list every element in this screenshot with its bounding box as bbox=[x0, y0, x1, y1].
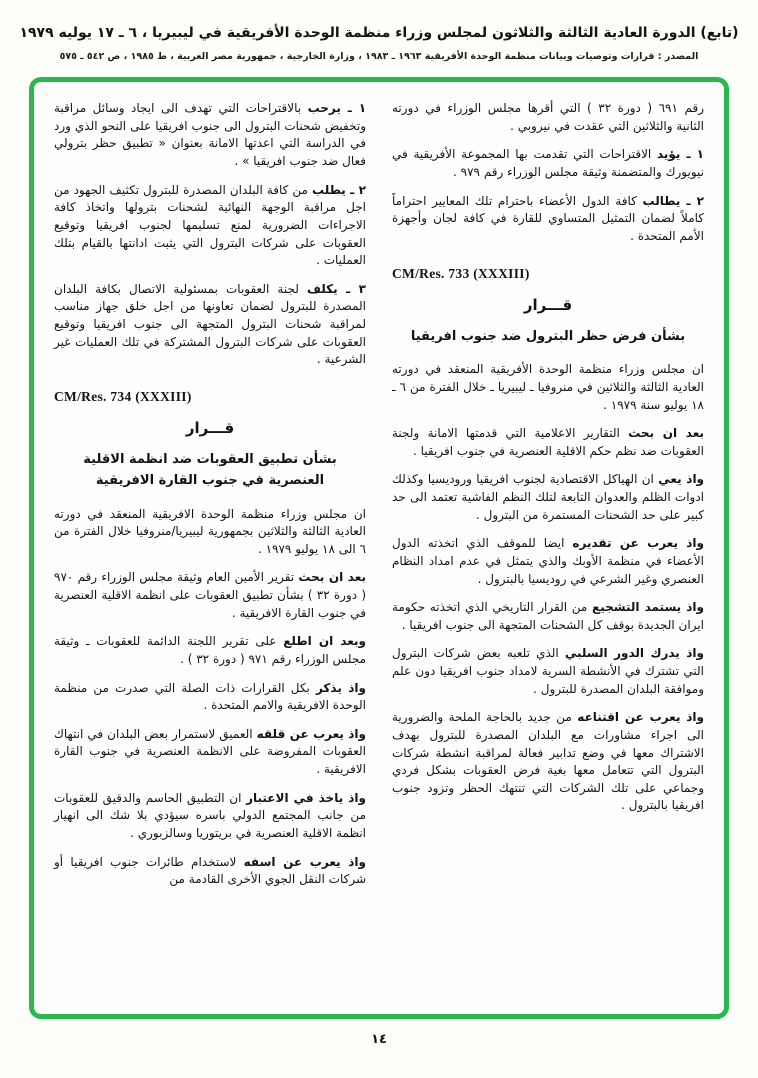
column-left bbox=[54, 100, 366, 996]
green-border-frame bbox=[29, 77, 729, 1019]
page-number: ١٤ bbox=[371, 1032, 387, 1048]
paragraph-lead: بعد ان بحث bbox=[628, 426, 705, 441]
page-footer bbox=[0, 1032, 758, 1047]
paragraph-text: رقم ٦٩١ ( دورة ٣٢ ) التي أقرها مجلس الوزراء في دورته الثانية والثلاثين التي عقدت في نيروبي . bbox=[392, 101, 704, 133]
paragraph bbox=[54, 726, 366, 779]
paragraph bbox=[54, 854, 366, 889]
paragraph-lead: واذ ياخذ في الاعتبار bbox=[246, 790, 366, 805]
paragraph-lead: واذ يستمد التشجيع bbox=[592, 600, 704, 615]
paragraph bbox=[392, 599, 704, 634]
paragraph-text: ان مجلس وزراء منظمة الوحدة الافريقية المنعقد في دورته العادية الثالثة والثلاثين بجمهورية ليبيريا/منروفيا خلال الفترة من ٦ الى ١٨ يوليو ١٩٧٩ . bbox=[54, 506, 366, 556]
paragraph-text: ان الهياكل الاقتصادية لجنوب افريقيا وروديسيا وكذلك ادوات الظلم والعدوان التابعة لتلك النظم الفاشية تعتمد الى حد كبير على حد الشحنات المستمرة من البترول . bbox=[392, 472, 704, 522]
resolution-733-subject: بشأن فرض حظر البترول ضد جنوب افريقيا bbox=[410, 328, 686, 344]
paragraph-lead: بعد ان بحث bbox=[298, 570, 367, 585]
paragraph bbox=[392, 425, 704, 460]
paragraph-text: الاقتراحات التي تقدمت بها المجموعة الأفريقية في نيويورك والمتضمنة وثيقة مجلس الوزراء رقم ٩٧٩ . bbox=[392, 147, 704, 180]
paragraph-text: من كافة البلدان المصدرة للبترول تكثيف الجهود من اجل مراقبة الوجهة النهائية لشحنات بترولها واتخاذ كافة الاجراءات الضرورية لمنع تسليمها لجنوب افريقيا وتوقيع العقوبات على شركات البترول التي يثبت ادانتها بالقيام بتلك العمليات . bbox=[54, 182, 366, 268]
paragraph bbox=[54, 790, 366, 843]
paragraph bbox=[392, 535, 704, 588]
paragraph-text: ايضا للموقف الذي اتخذته الدول الأعضاء في منظمة الأوبك والذي يتمثل في عدم امداد النظام العنصري وغير الشرعي في روديسيا بالبترول . bbox=[392, 536, 704, 586]
paragraph bbox=[392, 709, 704, 815]
paragraph-text: الذي تلعبه بعض شركات البترول التي تشترك في الأنشطة السرية لامداد جنوب افريقيا دون علم وموافقة البلدان المصدرة للبترول . bbox=[392, 646, 704, 696]
page-header bbox=[0, 0, 758, 62]
paragraph-text: تقرير الأمين العام وثيقة مجلس الوزراء رقم ٩٧٠ ( دورة ٣٢ ) بشأن تطبيق العقوبات على انظمة الاقلية العنصرية في جنوب القارة الافريقية . bbox=[54, 570, 367, 620]
resolution-733-reference: CM/Res. 733 (XXXIII) bbox=[392, 265, 530, 281]
document-title: (تابع) الدورة العادية الثالثة والثلاثون لمجلس وزراء منظمة الوحدة الأفريقية في ليبيريا ، ٦ ـ ١٧ يوليه ١٩٧٩ bbox=[19, 25, 739, 41]
paragraph bbox=[392, 361, 704, 414]
paragraph bbox=[54, 100, 366, 171]
paragraph bbox=[54, 506, 366, 559]
paragraph-text: ان مجلس وزراء منظمة الوحدة الأفريقية المنعقد في دورته العادية الثالثة والثلاثين في منروفيا ـ ليبيريا ـ خلال الفترة من ٦ ـ ١٨ يوليو سنة ١٩٧٩ . bbox=[392, 362, 704, 412]
paragraph-lead: ٢ ـ يطلب bbox=[312, 182, 366, 197]
paragraph bbox=[392, 100, 704, 135]
paragraph-lead: واذ يعرب عن اقتناعه bbox=[577, 710, 704, 725]
resolution-734-reference: CM/Res. 734 (XXXIII) bbox=[54, 388, 192, 404]
paragraph-lead: واذ يعرب عن تقديره bbox=[572, 536, 704, 551]
paragraph-lead: ١ ـ يرحب bbox=[307, 101, 367, 116]
two-column-layout bbox=[54, 100, 704, 996]
paragraph bbox=[392, 193, 704, 246]
paragraph bbox=[54, 569, 366, 622]
paragraph-text: كافة الدول الأعضاء باحترام تلك المعايير احتراماً كاملاً لضمان التمثيل المتساوي للقارة في كافة لجان وأجهزة الأمم المتحدة . bbox=[392, 193, 704, 243]
resolution-733-heading: قـــرار bbox=[523, 295, 573, 314]
paragraph bbox=[392, 645, 704, 698]
paragraph-lead: وبعد ان اطلع bbox=[283, 634, 366, 649]
column-right bbox=[392, 100, 704, 996]
paragraph bbox=[54, 182, 366, 270]
paragraph bbox=[54, 281, 366, 369]
paragraph-lead: واذ يعرب عن قلقه bbox=[256, 726, 366, 741]
paragraph-lead: واذ يذكر bbox=[315, 680, 366, 695]
paragraph-text: على تقرير اللجنة الدائمة للعقوبات ـ وثيقة مجلس الوزراء رقم ٩٧١ ( دورة ٣٢ ) . bbox=[54, 634, 366, 666]
paragraph-text: ان التطبيق الحاسم والدقيق للعقوبات من جانب المجتمع الدولي باسره سيؤدي بلا شك الى انهيار انظمة الاقلية العنصرية في بريتوريا وسالزبوري . bbox=[54, 790, 366, 840]
paragraph bbox=[54, 633, 366, 668]
paragraph-text: من جديد بالحاجة الملحة والضرورية الى اجراء مشاورات مع البلدان المصدرة للبترول بهدف الاشتراك معها في وضع تدابير فعالة لمراقبة انشطة شركات البترول التي تتعامل معها بغية فرض العقوبات بشكل فردي وجماعي على تلك الشركات التي تنتهك الحظر وتزود جنوب افريقيا بالبترول . bbox=[392, 710, 704, 813]
paragraph bbox=[54, 680, 366, 715]
paragraph-lead: ٢ ـ يطالب bbox=[642, 193, 704, 208]
paragraph-text: بكل القرارات ذات الصلة التي صدرت من منظمة الوحدة الافريقية والامم المتحدة . bbox=[54, 680, 366, 713]
paragraph-lead: ٣ ـ يكلف bbox=[306, 281, 366, 296]
paragraph-text: لجنة العقوبات بمسئولية الاتصال بكافة البلدان المصدرة للبترول لضمان تعاونها من اجل خلق جهاز مناسب لمراقبة شحنات البترول المتجهة الى جنوب افريقيا وتوقيع العقوبات على شركات البترول المشتركة في تلك العمليات غير الشرعية . bbox=[54, 281, 366, 367]
paragraph-text: التقارير الاعلامية التي قدمتها الامانة ولجنة العقوبات ضد نظم حكم الاقلية العنصرية في جنوب افريقيا . bbox=[392, 426, 704, 458]
paragraph-lead: واذ يدرك الدور السلبي bbox=[564, 646, 704, 661]
paragraph bbox=[392, 146, 704, 181]
resolution-734-subject: بشأن تطبيق العقوبات ضد انظمة الاقلية العنصرية في جنوب القارة الافريقية bbox=[83, 451, 337, 488]
resolution-734-heading: قـــرار bbox=[185, 418, 235, 437]
paragraph-text: العميق لاستمرار بعض البلدان في انتهاك العقوبات المفروضة على الانظمة العنصرية في جنوب القارة الافريقية . bbox=[54, 726, 366, 777]
document-source-line: المصدر : قرارات وتوصيات وبيانات منظمة الوحدة الأفريقية ١٩٦٣ ـ ١٩٨٣ ، وزارة الخارجية ، جمهورية مصر العربية ، ط ١٩٨٥ ، ص ٥٤٢ ـ ٥٧٥ bbox=[59, 51, 699, 63]
paragraph-lead: واذ يعرب عن اسفه bbox=[243, 854, 366, 869]
paragraph-text: لاستخدام طائرات جنوب افريقيا أو شركات النقل الجوي الأخرى القادمة من bbox=[54, 854, 366, 887]
paragraph-lead: ١ ـ يؤيد bbox=[656, 147, 704, 162]
paragraph-text: من القرار التاريخي الذي اتخذته حكومة ايران الجديدة بوقف كل الشحنات المتجهة الى جنوب افريقيا . bbox=[392, 600, 704, 632]
paragraph-lead: واذ يعي bbox=[658, 472, 705, 487]
paragraph-text: بالاقتراحات التي تهدف الى ايجاد وسائل مراقبة وتخفيض شحنات البترول الى جنوب افريقيا على النحو الذي ورد في الدراسة التي اعدتها الامانة بعنوان « تطبيق حظر بترولي فعال ضد جنوب افريقيا » . bbox=[54, 101, 366, 169]
paragraph bbox=[392, 471, 704, 524]
